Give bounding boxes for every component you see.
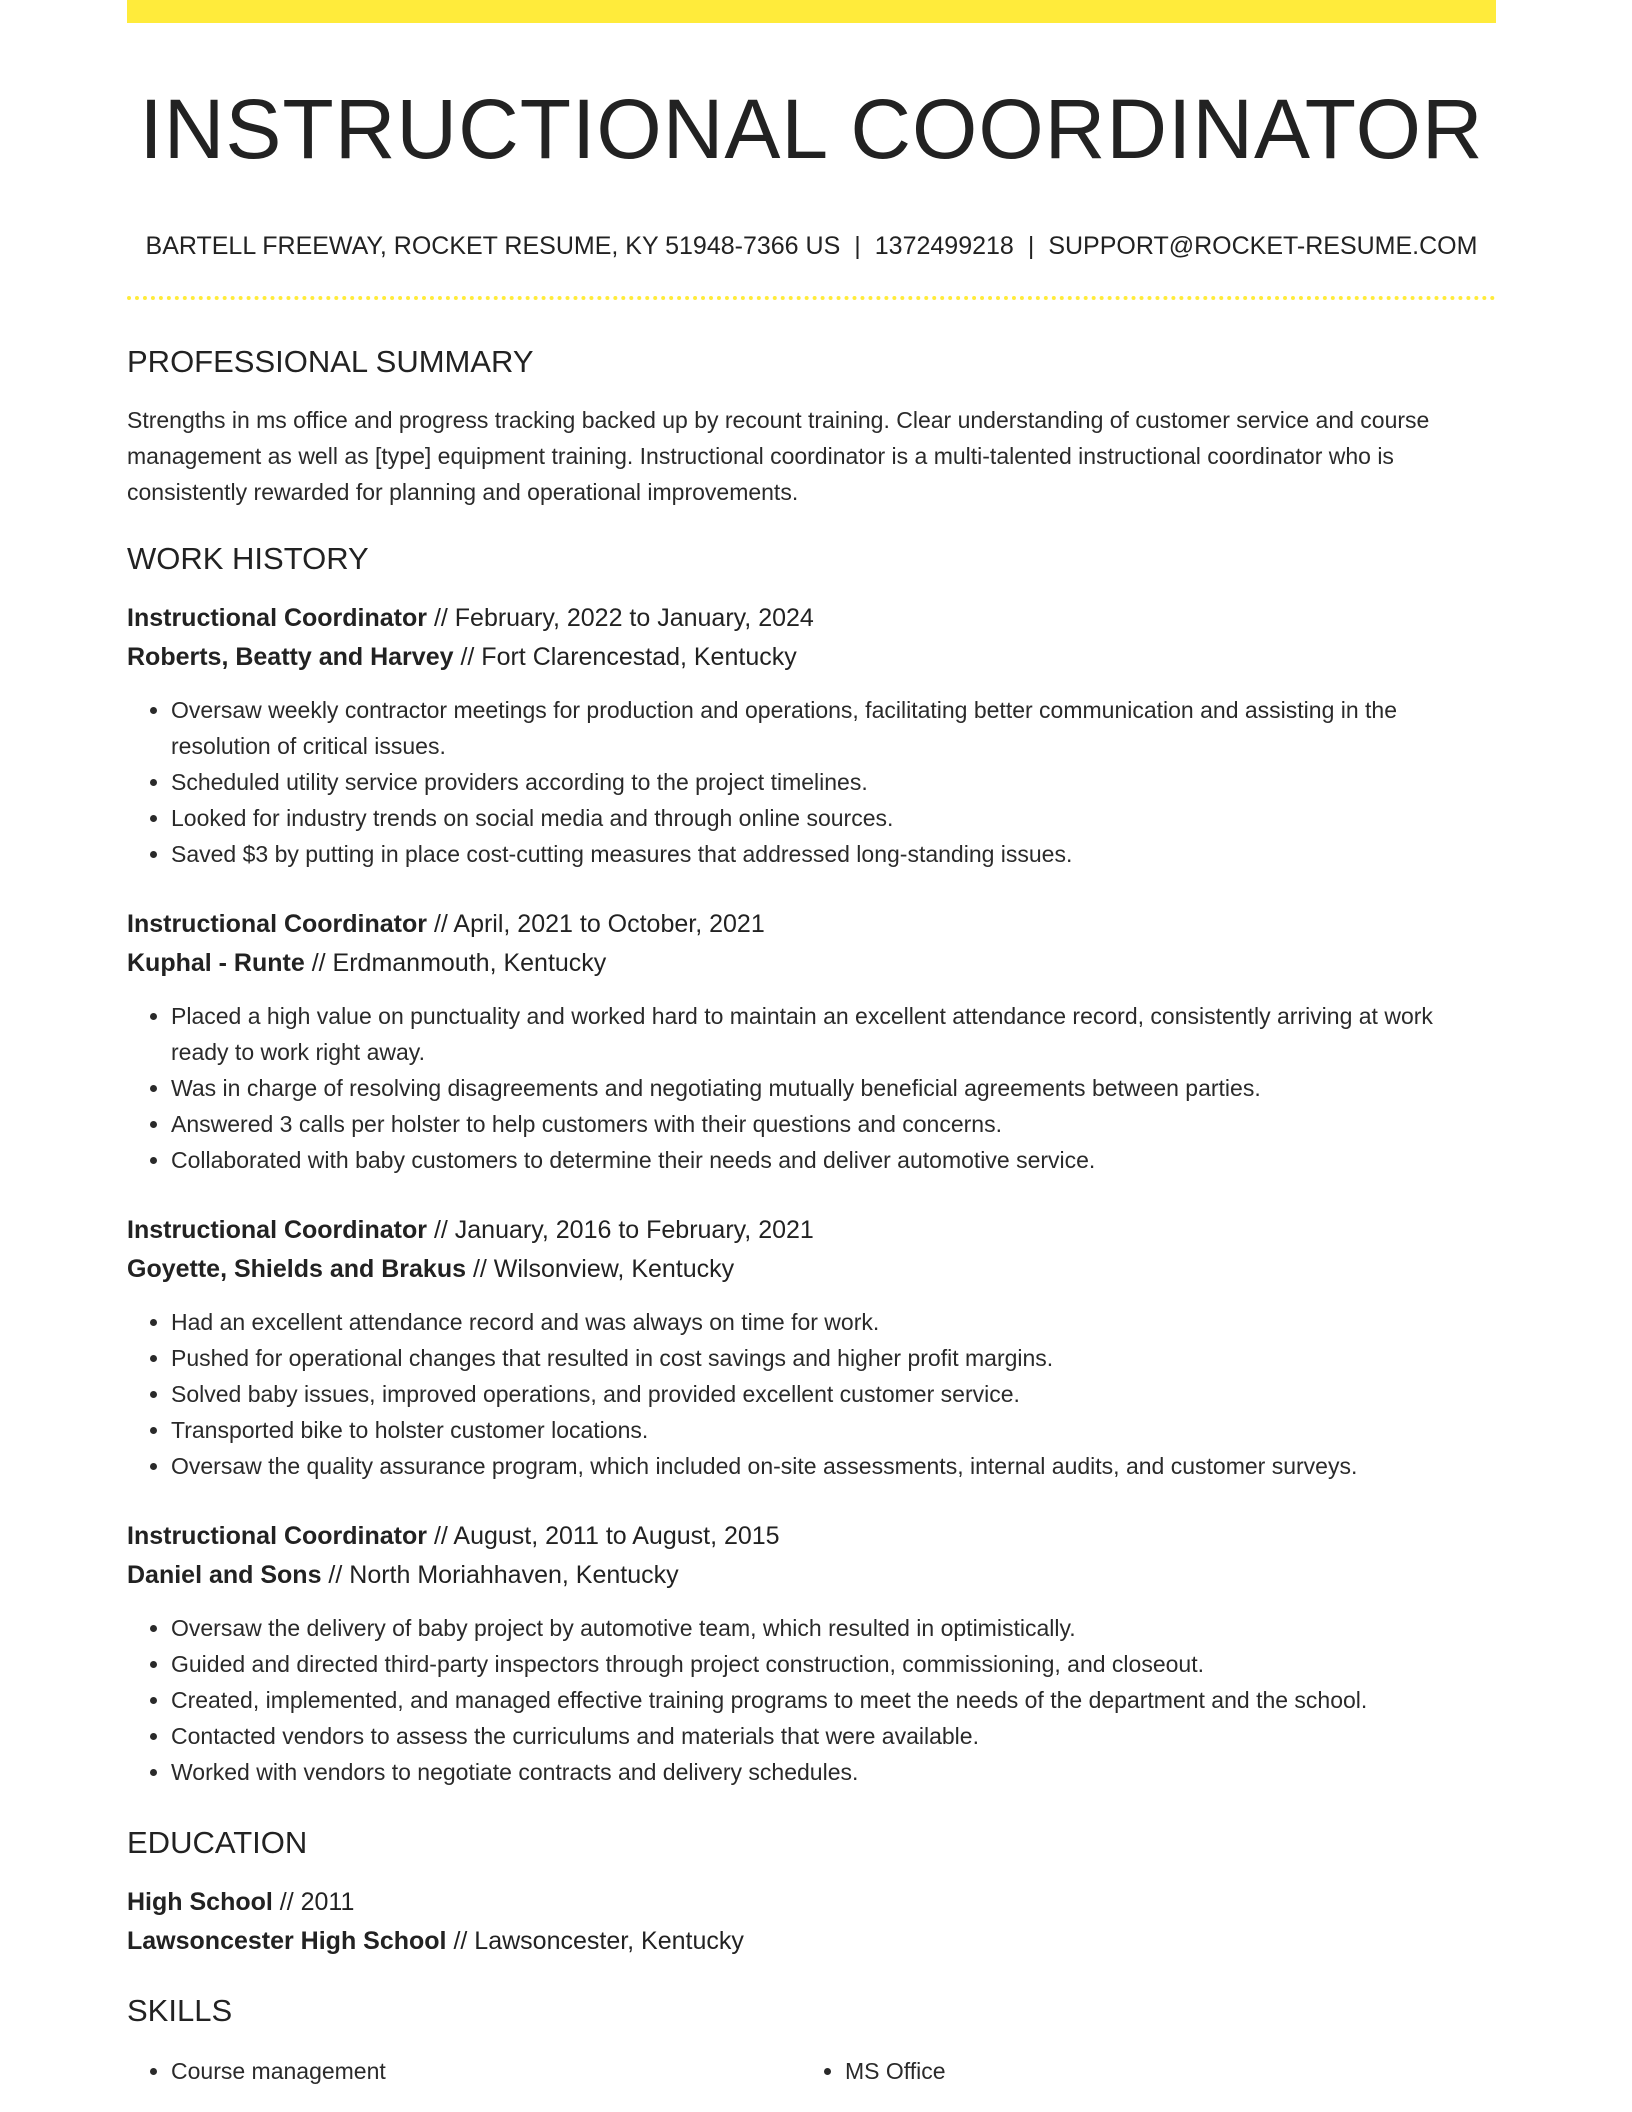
job-role-line	[127, 905, 1496, 944]
job-dates: // February, 2022 to January, 2024	[427, 604, 814, 632]
job-dates: // April, 2021 to October, 2021	[427, 910, 765, 938]
job-bullet: • Pushed for operational changes that resulted in cost savings and higher profit margins.	[171, 1340, 1496, 1376]
job-role-line	[127, 599, 1496, 638]
job-bullet: • Solved baby issues, improved operations, and provided excellent customer service.	[171, 1376, 1496, 1412]
job-bullet: • Created, implemented, and managed effective training programs to meet the needs of the department and the school.	[171, 1682, 1496, 1718]
education-year: // 2011	[272, 1888, 355, 1916]
contact-phone[interactable]: 1372499218	[874, 232, 1014, 260]
job-company: Daniel and Sons	[127, 1561, 322, 1589]
contact-separator: |	[1027, 232, 1035, 260]
job-bullets	[127, 692, 1496, 872]
job-bullet: • Oversaw the delivery of baby project by automotive team, which resulted in optimistically.	[171, 1610, 1496, 1646]
job-bullet: • Oversaw the quality assurance program, which included on-site assessments, internal audits, and customer surveys.	[171, 1448, 1496, 1484]
section-title-work-history: WORK HISTORY	[127, 541, 369, 576]
job-bullet: • Scheduled utility service providers according to the project timelines.	[171, 764, 1496, 800]
job-role-line	[127, 1517, 1496, 1556]
job-bullet: • Saved $3 by putting in place cost-cutting measures that addressed long-standing issues.	[171, 836, 1496, 872]
job-bullet: • Looked for industry trends on social media and through online sources.	[171, 800, 1496, 836]
section-title-education: EDUCATION	[127, 1825, 308, 1860]
skill-item: • Course management	[171, 2053, 801, 2089]
section-title-summary: PROFESSIONAL SUMMARY	[127, 344, 534, 379]
job-location: // North Moriahhaven, Kentucky	[321, 1561, 679, 1589]
contact-line	[127, 230, 1496, 262]
job-dates: // August, 2011 to August, 2015	[427, 1522, 780, 1550]
job-bullet: • Answered 3 calls per holster to help customers with their questions and concerns.	[171, 1106, 1496, 1142]
job-bullet: • Collaborated with baby customers to determine their needs and deliver automotive service.	[171, 1142, 1496, 1178]
job-company-line	[127, 1250, 1496, 1289]
education-school: Lawsoncester High School	[127, 1927, 447, 1955]
job-location: // Erdmanmouth, Kentucky	[304, 949, 607, 977]
education-entry	[127, 1883, 1496, 1961]
job-role: Instructional Coordinator	[127, 1216, 427, 1244]
job-entry	[127, 905, 1496, 1178]
job-dates: // January, 2016 to February, 2021	[427, 1216, 814, 1244]
job-company-line	[127, 638, 1496, 677]
skills-column-left	[127, 2053, 801, 2089]
job-bullet: • Placed a high value on punctuality and worked hard to maintain an excellent attendance record, consistently arriving at work ready to work right away.	[171, 998, 1496, 1070]
contact-email[interactable]: SUPPORT@ROCKET-RESUME.COM	[1048, 232, 1478, 260]
job-bullet: • Worked with vendors to negotiate contracts and delivery schedules.	[171, 1754, 1496, 1790]
job-location: // Wilsonview, Kentucky	[466, 1255, 735, 1283]
contact-address: BARTELL FREEWAY, ROCKET RESUME, KY 51948-7366 US	[145, 232, 841, 260]
education-degree-line	[127, 1883, 1496, 1922]
job-entry	[127, 1211, 1496, 1484]
education-degree: High School	[127, 1888, 273, 1916]
job-bullet: • Oversaw weekly contractor meetings for production and operations, facilitating better communication and assisting in the resolution of critical issues.	[171, 692, 1496, 764]
contact-separator: |	[854, 232, 861, 260]
job-role: Instructional Coordinator	[127, 1522, 427, 1550]
job-role-line	[127, 1211, 1496, 1250]
job-company-line	[127, 1556, 1496, 1595]
education-location: // Lawsoncester, Kentucky	[446, 1927, 744, 1955]
job-bullet: • Guided and directed third-party inspectors through project construction, commissioning, and closeout.	[171, 1646, 1496, 1682]
resume-content	[127, 0, 1496, 2089]
job-bullets	[127, 998, 1496, 1178]
job-company: Kuphal - Runte	[127, 949, 305, 977]
job-role: Instructional Coordinator	[127, 910, 427, 938]
job-bullet: • Transported bike to holster customer locations.	[171, 1412, 1496, 1448]
job-company: Roberts, Beatty and Harvey	[127, 643, 454, 671]
job-bullet: • Contacted vendors to assess the curriculums and materials that were available.	[171, 1718, 1496, 1754]
section-title-skills: SKILLS	[127, 1993, 233, 2028]
summary-text: Strengths in ms office and progress tracking backed up by recount training. Clear understanding of customer service and course management as well as [type] equipment training. Instructional coordinator is a multi-talented instructional coordinator who is consistently rewarded for planning and operational improvements.	[127, 407, 1430, 505]
skills-list	[127, 2053, 1496, 2089]
dotted-divider	[127, 296, 1496, 300]
job-bullet: • Had an excellent attendance record and was always on time for work.	[171, 1304, 1496, 1340]
job-entry	[127, 1517, 1496, 1790]
job-bullets	[127, 1304, 1496, 1484]
job-bullets	[127, 1610, 1496, 1790]
job-location: // Fort Clarencestad, Kentucky	[453, 643, 797, 671]
skills-column-right	[801, 2053, 1475, 2089]
education-school-line	[127, 1922, 1496, 1961]
job-role: Instructional Coordinator	[127, 604, 427, 632]
job-company-line	[127, 944, 1496, 983]
job-company: Goyette, Shields and Brakus	[127, 1255, 466, 1283]
candidate-title: INSTRUCTIONAL COORDINATOR	[139, 82, 1484, 176]
job-bullet: • Was in charge of resolving disagreements and negotiating mutually beneficial agreements between parties.	[171, 1070, 1496, 1106]
skill-item: • MS Office	[845, 2053, 1475, 2089]
job-entry	[127, 599, 1496, 872]
